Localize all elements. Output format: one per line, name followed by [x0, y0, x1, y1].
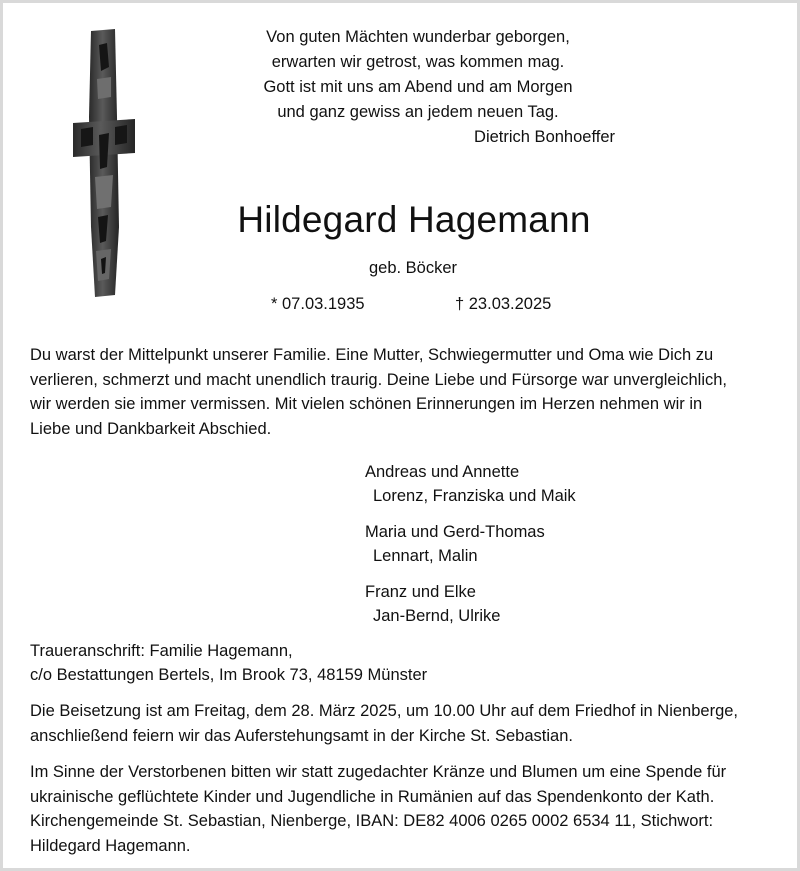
family-children: Jan-Bernd, Ulrike: [373, 607, 501, 625]
address-line: Traueranschrift: Familie Hagemann,: [30, 642, 293, 660]
poem: [163, 25, 673, 150]
donation-request: Im Sinne der Verstorbenen bitten wir statt zugedachter Kränze und Blumen um eine Spende für ukrainische geflüchtete Kinder und Jugendliche in Rumänien auf das Spendenkonto der Kath. Kirchengemeinde St. Sebastian, Nienberge, IBAN: DE82 4006 0265 0002 6534 11, Stichwort: Hildegard Hagemann.: [30, 763, 727, 855]
poem-line: erwarten wir getrost, was kommen mag.: [271, 53, 565, 71]
obituary-page: [3, 3, 797, 868]
poem-line: Von guten Mächten wunderbar geborgen,: [266, 28, 570, 46]
poem-line: und ganz gewiss an jedem neuen Tag.: [277, 103, 559, 121]
poem-author: Dietrich Bonhoeffer: [474, 128, 615, 146]
family-parents: Maria und Gerd-Thomas: [365, 523, 545, 541]
funeral-info: Die Beisetzung ist am Freitag, dem 28. März 2025, um 10.00 Uhr auf dem Friedhof in Nienberge, anschließend feiern wir das Auferstehungsamt in der Kirche St. Sebastian.: [30, 702, 739, 745]
family-children: Lennart, Malin: [373, 547, 478, 565]
address-line: c/o Bestattungen Bertels, Im Brook 73, 48159 Münster: [30, 666, 428, 684]
mourners-list: [365, 460, 576, 640]
mourning-address: [30, 639, 427, 687]
deceased-name: Hildegard Hagemann: [237, 199, 591, 240]
tribute-text: Du warst der Mittelpunkt unserer Familie. Eine Mutter, Schwiegermutter und Oma wie Dich zu verlieren, schmerzt und macht unendlich traurig. Deine Liebe und Fürsorge war unvergleichlich, wir werden sie immer vermissen. Mit vielen schönen Erinnerungen im Herzen nehmen wir in Liebe und Dankbarkeit Abschied.: [30, 346, 728, 438]
family-parents: Andreas und Annette: [365, 463, 520, 481]
family-group: [365, 460, 576, 508]
family-children: Lorenz, Franziska und Maik: [373, 487, 576, 505]
family-parents: Franz und Elke: [365, 583, 476, 601]
birth-name: geb. Böcker: [368, 259, 458, 277]
family-group: [365, 520, 576, 568]
poem-line: Gott ist mit uns am Abend und am Morgen: [263, 78, 573, 96]
family-group: [365, 580, 576, 628]
birth-date: * 07.03.1935: [271, 295, 365, 313]
death-date: † 23.03.2025: [455, 295, 552, 313]
